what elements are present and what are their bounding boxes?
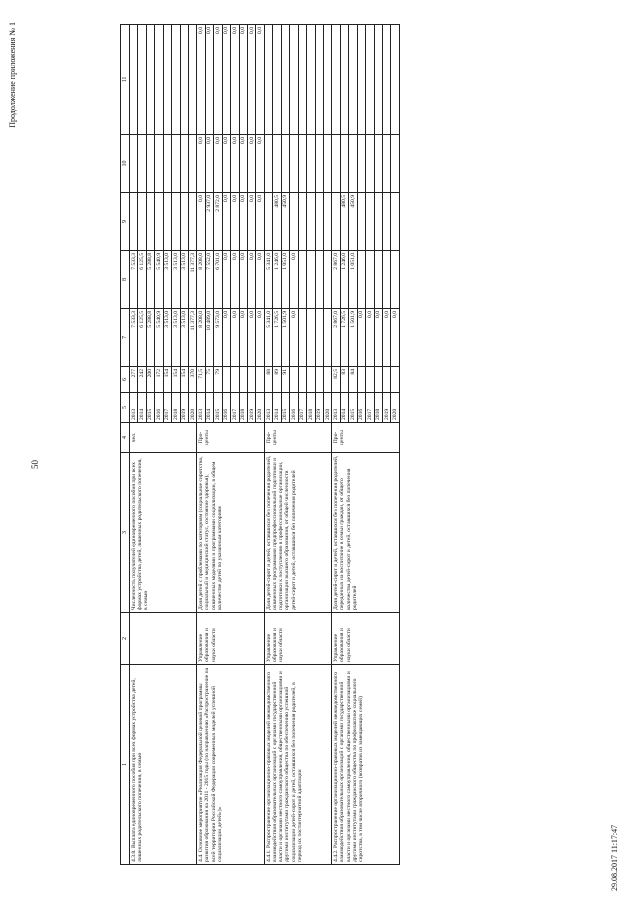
value-cell	[155, 135, 163, 193]
value-cell	[357, 25, 365, 135]
value-cell: 0,0	[248, 193, 256, 251]
value-cell	[349, 135, 357, 193]
value-cell	[332, 135, 340, 193]
page-number: 50	[30, 460, 40, 469]
year-cell: 2015	[146, 393, 154, 423]
measure-name: 4.4. Основное мероприятие «Реализация Федеральной целевой программы развития образования на 2011 - 2015 годы (по направлению «Распространение на всей территории Российской Федерации современных моделей успешной социализации детей»)»	[197, 665, 265, 865]
year-cell: 2016	[155, 393, 163, 423]
value-cell: 242	[138, 367, 146, 393]
value-cell: 0,0	[248, 251, 256, 309]
value-cell: 480,5	[340, 193, 348, 251]
value-cell: 71,5	[197, 367, 205, 393]
value-cell: 7 533,3	[129, 309, 137, 367]
print-timestamp: 29.08.2017 11:17:47	[610, 824, 619, 891]
value-cell	[374, 135, 382, 193]
value-cell	[155, 25, 163, 135]
value-cell	[172, 193, 180, 251]
year-cell: 2014	[205, 393, 213, 423]
value-cell: 0,0	[366, 309, 374, 367]
value-cell	[315, 251, 323, 309]
value-cell	[366, 251, 374, 309]
value-cell: 0,0	[239, 309, 247, 367]
value-cell: 84	[349, 367, 357, 393]
value-cell: 0,0	[231, 251, 239, 309]
measure-name: 4.4.2. Распространение организационно-правовых моделей межведомственного взаимодействия образовательных организаций с органами государственной власти и органами местного самоуправления, общественными организациями и другими институтами гражданского общества по профилактике социального сиротства, в том числе вторичного (возвратов из замещающих семей)	[332, 665, 400, 865]
value-cell	[273, 25, 281, 135]
year-cell: 2013	[264, 393, 272, 423]
value-cell	[298, 367, 306, 393]
value-cell	[188, 135, 196, 193]
value-cell	[129, 135, 137, 193]
responsible-executor	[129, 613, 197, 665]
value-cell	[129, 25, 137, 135]
value-cell	[357, 135, 365, 193]
value-cell	[273, 135, 281, 193]
value-cell: 2 937,0	[205, 193, 213, 251]
year-cell: 2015	[281, 393, 289, 423]
column-number-cell: 4	[121, 423, 130, 453]
value-cell: 0,0	[248, 25, 256, 135]
value-cell	[290, 135, 298, 193]
value-cell: 5 540,9	[155, 251, 163, 309]
value-cell: 0,0	[374, 309, 382, 367]
year-cell: 2020	[188, 393, 196, 423]
value-cell: 0,0	[256, 193, 264, 251]
value-cell	[298, 193, 306, 251]
value-cell: 5 341,0	[264, 251, 272, 309]
value-cell: 450,9	[349, 193, 357, 251]
value-cell: 1 726,5	[340, 309, 348, 367]
value-cell: 0,0	[214, 135, 222, 193]
value-cell	[172, 25, 180, 135]
value-cell: 1 726,5	[273, 309, 281, 367]
value-cell: 6 125,5	[138, 251, 146, 309]
year-cell: 2019	[248, 393, 256, 423]
value-cell	[307, 251, 315, 309]
value-cell	[307, 309, 315, 367]
value-cell: 370	[188, 367, 196, 393]
column-number-row	[121, 25, 130, 865]
value-cell	[315, 193, 323, 251]
value-cell: 0,0	[231, 309, 239, 367]
indicator-description: Доля детей-сирот и детей, оставшихся без попечения родителей, переданных на воспитание в семьи граждан, от общего количества детей-сирот и детей, оставшихся без попечения родителей	[332, 453, 400, 613]
year-cell: 2020	[391, 393, 399, 423]
value-cell	[374, 25, 382, 135]
year-cell: 2013	[332, 393, 340, 423]
value-cell	[340, 135, 348, 193]
value-cell	[298, 135, 306, 193]
value-cell: 9 573,0	[214, 309, 222, 367]
value-cell	[383, 193, 391, 251]
value-cell: 172	[155, 367, 163, 393]
value-cell: 0,0	[391, 309, 399, 367]
value-cell	[366, 193, 374, 251]
value-cell	[155, 193, 163, 251]
value-cell	[323, 25, 331, 135]
measure-name: 4.3.8. Выплата единовременного пособия при всех формах устройства детей, лишенных родительского попечения, в семью	[129, 665, 197, 865]
value-cell: 88	[264, 367, 272, 393]
value-cell: 0,0	[248, 309, 256, 367]
value-cell	[290, 367, 298, 393]
value-cell	[332, 193, 340, 251]
value-cell	[323, 367, 331, 393]
year-cell: 2018	[172, 393, 180, 423]
responsible-executor: Управление образования и науки области	[264, 613, 332, 665]
value-cell: 2 867,0	[332, 251, 340, 309]
value-cell: 0,0	[205, 25, 213, 135]
value-cell: 0,0	[222, 25, 230, 135]
year-cell: 2019	[180, 393, 188, 423]
value-cell: 0,0	[290, 251, 298, 309]
value-cell	[281, 25, 289, 135]
value-cell	[222, 367, 230, 393]
table-row	[332, 25, 340, 865]
program-table	[120, 24, 400, 865]
year-cell: 2016	[357, 393, 365, 423]
value-cell: 0,0	[239, 135, 247, 193]
value-cell	[383, 251, 391, 309]
value-cell: 0,0	[239, 251, 247, 309]
value-cell: 0,0	[239, 25, 247, 135]
value-cell: 0,0	[231, 193, 239, 251]
unit-of-measure: Про- центы	[332, 423, 400, 453]
value-cell	[307, 135, 315, 193]
year-cell: 2015	[349, 393, 357, 423]
value-cell: 450,9	[281, 193, 289, 251]
value-cell	[146, 193, 154, 251]
value-cell	[248, 367, 256, 393]
measure-name: 4.4.1. Распространение организационно-правовых моделей межведомственного взаимодействия образовательных организаций с органами государственной власти и органами местного самоуправления, общественными организациями и другими институтами гражданского общества по обеспечению успешной социализации детей-сирот и детей, оставшихся без попечения родителей, в период их постинтернатной адаптации	[264, 665, 332, 865]
value-cell	[366, 25, 374, 135]
column-number-cell: 10	[121, 135, 130, 193]
value-cell: 7 552,0	[205, 251, 213, 309]
year-cell: 2017	[163, 393, 171, 423]
responsible-executor: Управление образования и науки области	[197, 613, 265, 665]
value-cell: 3 513,0	[163, 251, 171, 309]
value-cell: 0,0	[256, 25, 264, 135]
value-cell: 82,5	[332, 367, 340, 393]
value-cell: 0,0	[256, 251, 264, 309]
year-cell: 2014	[138, 393, 146, 423]
value-cell	[383, 367, 391, 393]
year-cell: 2018	[374, 393, 382, 423]
value-cell: 10 489,0	[205, 309, 213, 367]
year-cell: 2017	[231, 393, 239, 423]
value-cell: 11 377,3	[188, 309, 196, 367]
column-number-cell: 11	[121, 25, 130, 135]
value-cell	[298, 25, 306, 135]
year-cell: 2014	[340, 393, 348, 423]
value-cell: 0,0	[256, 309, 264, 367]
value-cell: 75	[205, 367, 213, 393]
value-cell: 200	[146, 367, 154, 393]
year-cell: 2018	[307, 393, 315, 423]
value-cell	[374, 193, 382, 251]
value-cell	[163, 25, 171, 135]
value-cell: 5 288,8	[146, 251, 154, 309]
value-cell	[163, 135, 171, 193]
value-cell	[391, 251, 399, 309]
value-cell	[188, 25, 196, 135]
value-cell	[281, 135, 289, 193]
value-cell	[357, 251, 365, 309]
year-cell: 2017	[366, 393, 374, 423]
column-number-cell: 5	[121, 393, 130, 423]
value-cell	[391, 367, 399, 393]
value-cell	[138, 25, 146, 135]
value-cell: 0,0	[231, 25, 239, 135]
unit-of-measure: Про- центы	[197, 423, 265, 453]
year-cell: 2019	[383, 393, 391, 423]
value-cell: 0,0	[222, 135, 230, 193]
indicator-description: Доля детей с проблемами по категориям (социальное сиротство, социальный и медицинский статус, состояние здоровья), охваченных моделями и программами социализации, в общем количестве детей по указанным категориям	[197, 453, 265, 613]
value-cell: 0,0	[197, 135, 205, 193]
column-number-cell: 6	[121, 367, 130, 393]
value-cell	[231, 367, 239, 393]
value-cell: 0,0	[222, 193, 230, 251]
indicator-description: Численность получателей единовременного пособия при всех формах устройства детей, лишенных родительского попечения, в семью	[129, 453, 197, 613]
value-cell: 0,0	[197, 25, 205, 135]
value-cell: 11 377,3	[188, 251, 196, 309]
year-cell: 2017	[298, 393, 306, 423]
value-cell	[391, 193, 399, 251]
value-cell: 3 513,0	[180, 309, 188, 367]
year-cell: 2016	[290, 393, 298, 423]
column-number-cell: 7	[121, 309, 130, 367]
value-cell: 0,0	[357, 309, 365, 367]
value-cell: 6 701,0	[214, 251, 222, 309]
value-cell: 1 051,0	[349, 251, 357, 309]
value-cell	[290, 193, 298, 251]
year-cell: 2014	[273, 393, 281, 423]
value-cell	[383, 135, 391, 193]
value-cell	[374, 367, 382, 393]
unit-of-measure: Про- центы	[264, 423, 332, 453]
value-cell	[256, 367, 264, 393]
column-number-cell: 2	[121, 613, 130, 665]
unit-of-measure: чел.	[129, 423, 197, 453]
value-cell	[307, 193, 315, 251]
value-cell	[138, 193, 146, 251]
value-cell: 0,0	[231, 135, 239, 193]
value-cell: 3 513,0	[163, 309, 171, 367]
value-cell: 3 513,0	[180, 251, 188, 309]
value-cell	[315, 367, 323, 393]
value-cell: 154	[163, 367, 171, 393]
value-cell	[315, 135, 323, 193]
column-number-cell: 1	[121, 665, 130, 865]
value-cell	[391, 135, 399, 193]
value-cell: 0,0	[222, 251, 230, 309]
value-cell	[180, 25, 188, 135]
value-cell: 1 501,9	[281, 309, 289, 367]
year-cell: 2019	[315, 393, 323, 423]
value-cell	[307, 25, 315, 135]
responsible-executor: Управление образования и науки области	[332, 613, 400, 665]
value-cell: 5 341,0	[264, 309, 272, 367]
value-cell	[146, 135, 154, 193]
value-cell	[138, 135, 146, 193]
value-cell	[146, 25, 154, 135]
value-cell: 154	[172, 367, 180, 393]
value-cell: 6 125,5	[138, 309, 146, 367]
value-cell: 0,0	[248, 135, 256, 193]
value-cell	[290, 25, 298, 135]
value-cell: 1 246,0	[340, 251, 348, 309]
value-cell	[349, 25, 357, 135]
value-cell	[180, 193, 188, 251]
value-cell	[239, 367, 247, 393]
year-cell: 2020	[256, 393, 264, 423]
value-cell	[163, 193, 171, 251]
value-cell	[323, 309, 331, 367]
value-cell: 2 872,0	[214, 193, 222, 251]
year-cell: 2013	[197, 393, 205, 423]
value-cell: 1 246,0	[273, 251, 281, 309]
value-cell	[323, 251, 331, 309]
value-cell: 91	[281, 367, 289, 393]
value-cell: 1 501,9	[349, 309, 357, 367]
value-cell: 0,0	[214, 25, 222, 135]
value-cell: 83	[340, 367, 348, 393]
value-cell	[374, 251, 382, 309]
year-cell: 2015	[214, 393, 222, 423]
value-cell	[323, 135, 331, 193]
value-cell	[264, 135, 272, 193]
year-cell: 2016	[222, 393, 230, 423]
value-cell: 5 540,9	[155, 309, 163, 367]
value-cell	[307, 367, 315, 393]
value-cell	[298, 251, 306, 309]
value-cell: 0,0	[222, 309, 230, 367]
value-cell: 79	[214, 367, 222, 393]
column-number-cell: 8	[121, 251, 130, 309]
value-cell	[366, 367, 374, 393]
value-cell	[366, 135, 374, 193]
value-cell: 5 288,8	[146, 309, 154, 367]
value-cell: 7 533,3	[129, 251, 137, 309]
value-cell	[357, 193, 365, 251]
value-cell: 1 051,0	[281, 251, 289, 309]
value-cell: 0,0	[290, 309, 298, 367]
indicator-description: Доля детей-сирот и детей, оставшихся без попечения родителей, охваченных программами предпрофессиональной подготовки и подготовки к поступлению в профессиональные организации, организации высшего образования, от общей численности детей-сирот и детей, оставшихся без попечения родителей	[264, 453, 332, 613]
value-cell: 480,5	[273, 193, 281, 251]
year-cell: 2020	[323, 393, 331, 423]
value-cell: 277	[129, 367, 137, 393]
value-cell	[340, 25, 348, 135]
value-cell: 0,0	[239, 193, 247, 251]
value-cell	[357, 367, 365, 393]
appendix-note: Продолжение приложения № 1	[8, 22, 17, 128]
value-cell: 0,0	[383, 309, 391, 367]
value-cell	[180, 135, 188, 193]
value-cell: 0,0	[197, 193, 205, 251]
value-cell	[298, 309, 306, 367]
column-number-cell: 9	[121, 193, 130, 251]
value-cell: 3 513,0	[172, 309, 180, 367]
value-cell	[383, 25, 391, 135]
column-number-cell: 3	[121, 453, 130, 613]
value-cell: 2 867,0	[332, 309, 340, 367]
table-row	[197, 25, 205, 865]
value-cell	[129, 193, 137, 251]
value-cell: 0,0	[205, 135, 213, 193]
value-cell: 8 208,0	[197, 309, 205, 367]
value-cell	[264, 25, 272, 135]
value-cell: 8 208,0	[197, 251, 205, 309]
value-cell: 0,0	[256, 135, 264, 193]
year-cell: 2013	[129, 393, 137, 423]
value-cell	[391, 25, 399, 135]
value-cell: 3 513,0	[172, 251, 180, 309]
value-cell	[172, 135, 180, 193]
table-body	[121, 25, 400, 865]
value-cell	[315, 309, 323, 367]
table-row	[129, 25, 137, 865]
table-row	[264, 25, 272, 865]
value-cell	[323, 193, 331, 251]
year-cell: 2018	[239, 393, 247, 423]
value-cell: 89	[273, 367, 281, 393]
value-cell	[188, 193, 196, 251]
value-cell	[315, 25, 323, 135]
value-cell	[264, 193, 272, 251]
value-cell	[332, 25, 340, 135]
value-cell: 154	[180, 367, 188, 393]
